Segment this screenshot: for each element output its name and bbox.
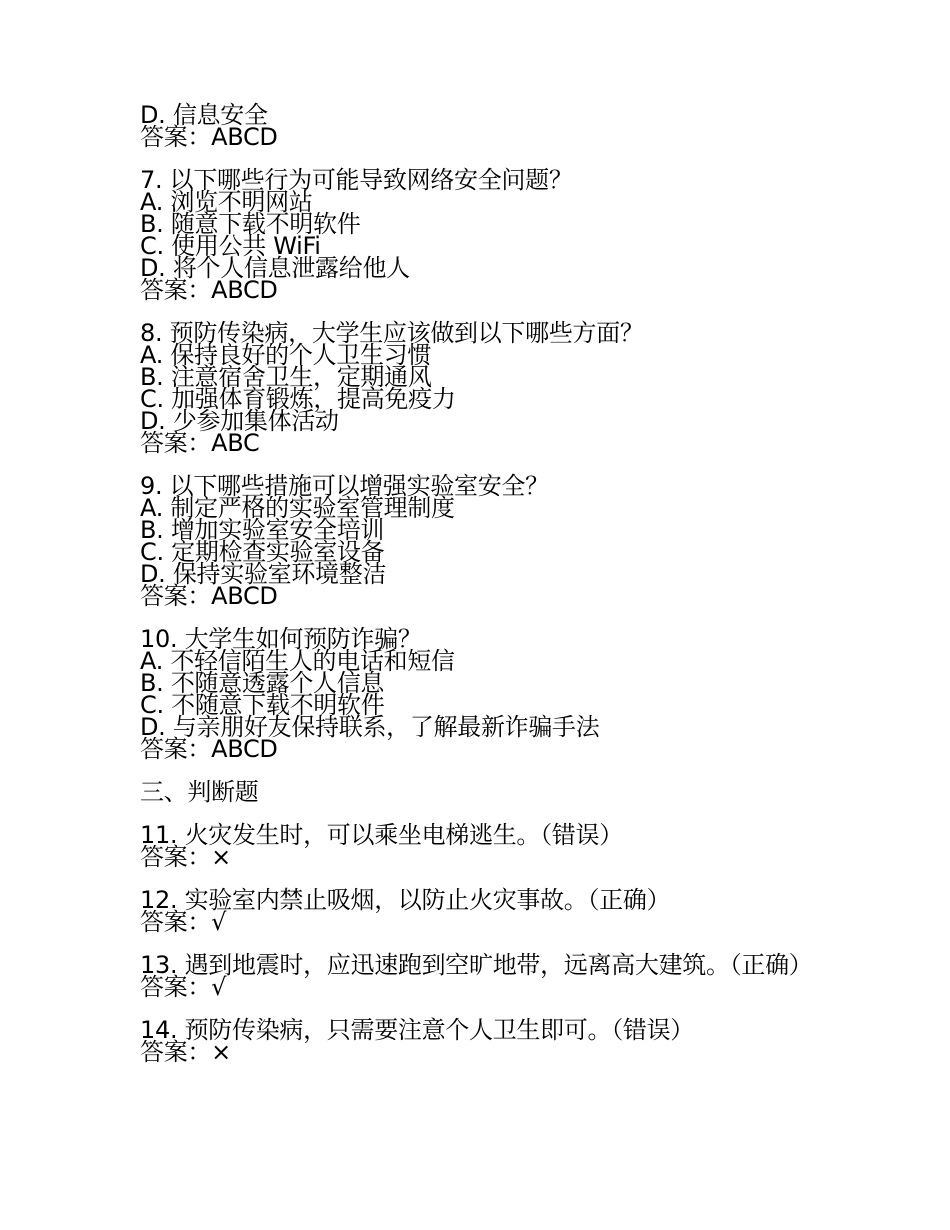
question-block-10 — [140, 625, 820, 763]
option-a: A. 不轻信陌生人的电话和短信 — [140, 647, 455, 675]
option-d: D. 将个人信息泄露给他人 — [140, 254, 410, 282]
answer: 答案：ABCD — [140, 123, 278, 151]
document-page — [140, 101, 820, 1084]
option-c: C. 不随意下载不明软件 — [140, 691, 385, 719]
question-text: 8. 预防传染病，大学生应该做到以下哪些方面？ — [140, 319, 644, 347]
answer: 答案：ABCD — [140, 735, 278, 763]
option-b: B. 不随意透露个人信息 — [140, 669, 385, 697]
question-block-14 — [140, 1016, 820, 1066]
option-d: D. 少参加集体活动 — [140, 407, 339, 435]
answer: 答案：ABC — [140, 429, 260, 457]
question-block-7 — [140, 166, 820, 304]
answer: 答案：ABCD — [140, 276, 278, 304]
question-block-13 — [140, 951, 820, 1001]
question-block-9 — [140, 472, 820, 610]
option-a: A. 浏览不明网站 — [140, 188, 313, 216]
option-d: D. 保持实验室环境整洁 — [140, 560, 387, 588]
answer: 答案：ABCD — [140, 582, 278, 610]
option-b: B. 注意宿舍卫生，定期通风 — [140, 363, 432, 391]
question-text: 12. 实验室内禁止吸烟，以防止火灾事故。（正确） — [140, 886, 671, 914]
option-d: D. 信息安全 — [140, 101, 268, 129]
question-block-8 — [140, 319, 820, 457]
option-a: A. 保持良好的个人卫生习惯 — [140, 341, 432, 369]
answer: 答案：√ — [140, 973, 227, 1001]
option-c: C. 加强体育锻炼，提高免疫力 — [140, 385, 456, 413]
option-c: C. 使用公共 WiFi — [140, 232, 321, 260]
question-text: 11. 火灾发生时，可以乘坐电梯逃生。（错误） — [140, 821, 623, 849]
question-text: 7. 以下哪些行为可能导致网络安全问题？ — [140, 166, 573, 194]
question-block-12 — [140, 886, 820, 936]
section-title: 三、判断题 — [140, 778, 259, 806]
answer: 答案：× — [140, 843, 231, 871]
option-b: B. 随意下载不明软件 — [140, 210, 361, 238]
option-d: D. 与亲朋好友保持联系，了解最新诈骗手法 — [140, 713, 600, 741]
answer: 答案：√ — [140, 908, 227, 936]
question-block-11 — [140, 821, 820, 871]
option-a: A. 制定严格的实验室管理制度 — [140, 494, 455, 522]
option-b: B. 增加实验室安全培训 — [140, 516, 385, 544]
question-text: 14. 预防传染病，只需要注意个人卫生即可。（错误） — [140, 1016, 694, 1044]
option-c: C. 定期检查实验室设备 — [140, 538, 385, 566]
question-text: 13. 遇到地震时，应迅速跑到空旷地带，远离高大建筑。（正确） — [140, 951, 813, 979]
question-text: 9. 以下哪些措施可以增强实验室安全？ — [140, 472, 549, 500]
answer: 答案：× — [140, 1038, 231, 1066]
question-text: 10. 大学生如何预防诈骗？ — [140, 625, 422, 653]
question-block-6-continuation — [140, 101, 820, 151]
